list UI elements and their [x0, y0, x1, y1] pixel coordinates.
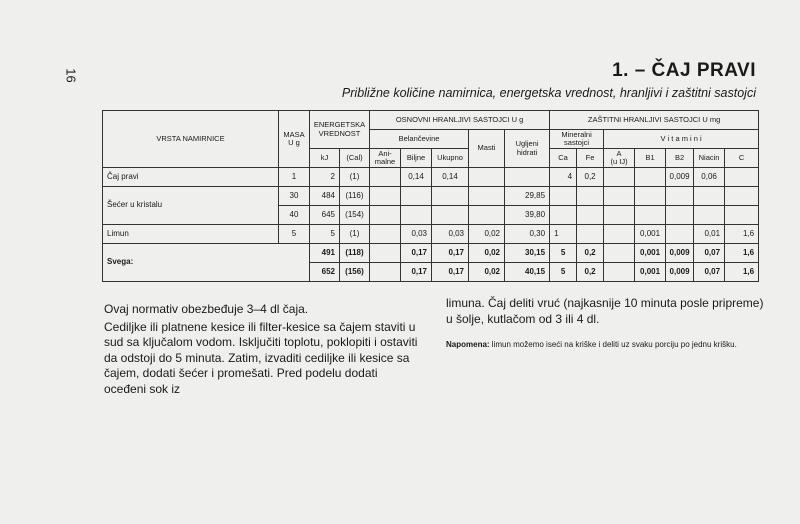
header-b1: B1: [635, 149, 666, 168]
table-row: Šećer u kristalu 30 484 (116) 29,85: [103, 187, 759, 206]
header-b2: B2: [666, 149, 694, 168]
header-animal: Ani- malne: [370, 149, 401, 168]
page-title: 1. – ČAJ PRAVI: [612, 60, 756, 81]
header-kj: kJ: [310, 149, 340, 168]
note: [446, 339, 764, 350]
page-subtitle: Približne količine namirnica, energetska vrednost, hranljivi i zaštitni sastojci: [341, 86, 756, 100]
total-row: 652 (156) 0,17 0,17 0,02 40,15 5 0,2 0,001 0,009 0,07 1,6: [103, 263, 759, 282]
header-total: Ukupno: [432, 149, 469, 168]
header-ca: Ca: [550, 149, 577, 168]
note-label: Napomena:: [446, 340, 490, 349]
header-c: C: [725, 149, 759, 168]
header-cal: (Cal): [340, 149, 370, 168]
header-niacin: Niacin: [694, 149, 725, 168]
header-item: VRSTA NAMIRNICE: [103, 111, 279, 168]
paragraph-serving: limuna. Čaj deliti vruć (najkasnije 10 minuta posle pripreme) u šolje, kutlačom od 3 ili 4 dl.: [446, 296, 764, 326]
header-minerals: Mineralni sastojci: [550, 130, 604, 149]
header-vitamins: V i t a m i n i: [604, 130, 759, 149]
recipe-text-left: [104, 302, 422, 399]
header-basic: OSNOVNI HRANLJIVI SASTOJCI U g: [370, 111, 550, 130]
header-fe: Fe: [577, 149, 604, 168]
header-vitamin-a: A (u IJ): [604, 149, 635, 168]
header-fats: Masti: [469, 130, 505, 168]
table-row: Čaj pravi 1 2 (1) 0,14 0,14 4 0,2 0,009 0,06: [103, 168, 759, 187]
header-plant: Biljne: [401, 149, 432, 168]
recipe-text-right: [446, 296, 764, 350]
paragraph-method: Cedilјke ili platnene kesice ili filter-kesice sa čajem staviti u sud sa ključalom vodom. Isključiti toplotu, poklopiti i ostaviti da odstoji do 5 minuta. Zatim, izvaditi cedilјke ili kesice sa čajem, dodati šećer i promešati. Pred podelu dodati oceđeni sok iz: [104, 319, 418, 396]
header-carbs: Ugljeni hidrati: [505, 130, 550, 168]
page-number: 16: [63, 68, 79, 83]
table-row: 40 645 (154) 39,80: [103, 206, 759, 225]
total-row: Svega: 491 (118) 0,17 0,17 0,02 30,15 5 0,2 0,001 0,009 0,07 1,6: [103, 244, 759, 263]
paragraph-yield: Ovaj normativ obezbeđuje 3–4 dl čaja.: [104, 302, 309, 316]
nutrition-table: [102, 110, 759, 282]
table-row: Limun 5 5 (1) 0,03 0,03 0,02 0,30 1 0,001 0,01 1,6: [103, 225, 759, 244]
note-text: limun možemo iseći na kriške i deliti uz svaku porciju po jednu krišku.: [491, 340, 737, 349]
header-protective: ZAŠTITNI HRANLJIVI SASTOJCI U mg: [550, 111, 759, 130]
header-proteins: Belančevine: [370, 130, 469, 149]
header-mass: MASA U g: [279, 111, 310, 168]
header-energy: ENERGETSKA VREDNOST: [310, 111, 370, 149]
